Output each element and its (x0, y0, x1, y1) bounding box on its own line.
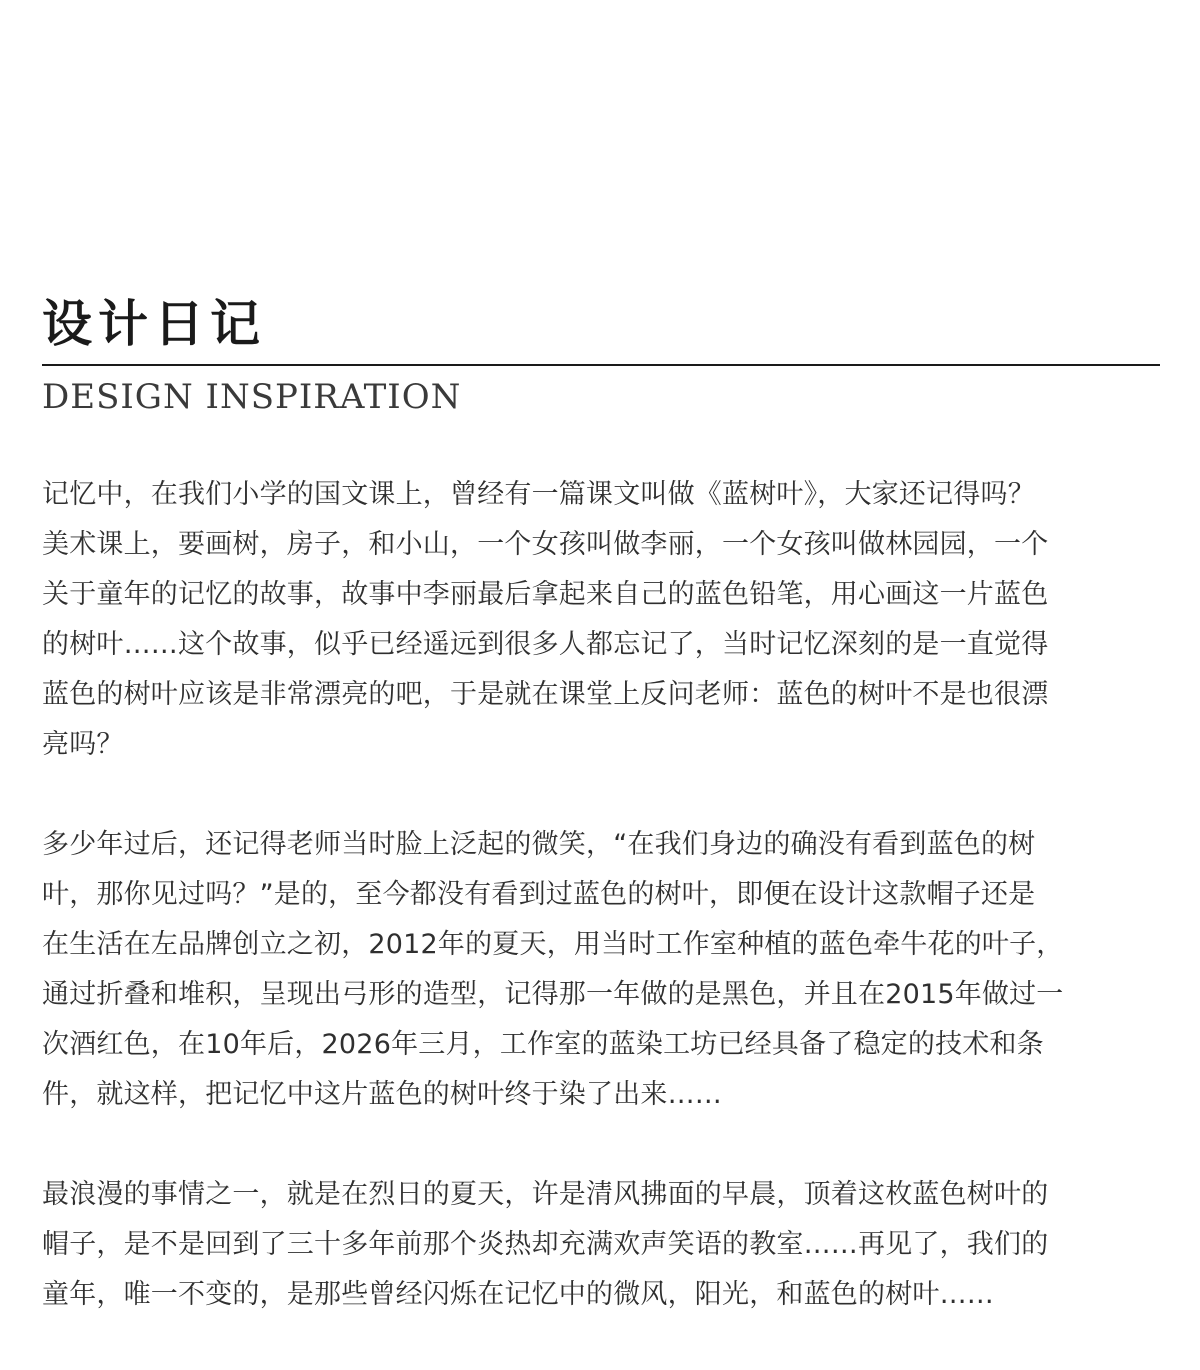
article-body (42, 470, 1160, 1370)
paragraph-1: 记忆中，在我们小学的国文课上，曾经有一篇课文叫做《蓝树叶》，大家还记得吗？ 美术课上，要画树，房子，和小山，一个女孩叫做李丽，一个女孩叫做林园园，一个 关于童年的记忆的故事，故事中李丽最后拿起来自己的蓝色铅笔，用心画这一片蓝色 的树叶……这个故事，似乎已经遥远到很多人都忘记了，当时记忆深刻的是一直觉得 蓝色的树叶应该是非常漂亮的吧，于是就在课堂上反问老师：蓝色的树叶不是也很漂 亮吗？ (42, 479, 1049, 760)
paragraph-2: 多少年过后，还记得老师当时脸上泛起的微笑，“在我们身边的确没有看到蓝色的树 叶，那你见过吗？”是的，至今都没有看到过蓝色的树叶，即便在设计这款帽子还是 在生活在左品牌创立之初，2012年的夏天，用当时工作室种植的蓝色牵牛花的叶子， 通过折叠和堆积，呈现出弓形的造型，记得那一年做的是黑色，并且在2015年做过一 次酒红色，在10年后，2026年三月，工作室的蓝染工坊已经具备了稳定的技术和条 件，就这样，把记忆中这片蓝色的树叶终于染了出来…… (42, 829, 1064, 1110)
page-title: 设计日记 (42, 294, 266, 353)
title-divider (42, 364, 1160, 366)
paragraph-3: 最浪漫的事情之一，就是在烈日的夏天，许是清风拂面的早晨，顶着这枚蓝色树叶的 帽子，是不是回到了三十多年前那个炎热却充满欢声笑语的教室……再见了，我们的 童年，唯一不变的，是那些曾经闪烁在记忆中的微风，阳光，和蓝色的树叶…… (42, 1179, 1049, 1310)
page-subtitle: DESIGN INSPIRATION (42, 377, 462, 417)
